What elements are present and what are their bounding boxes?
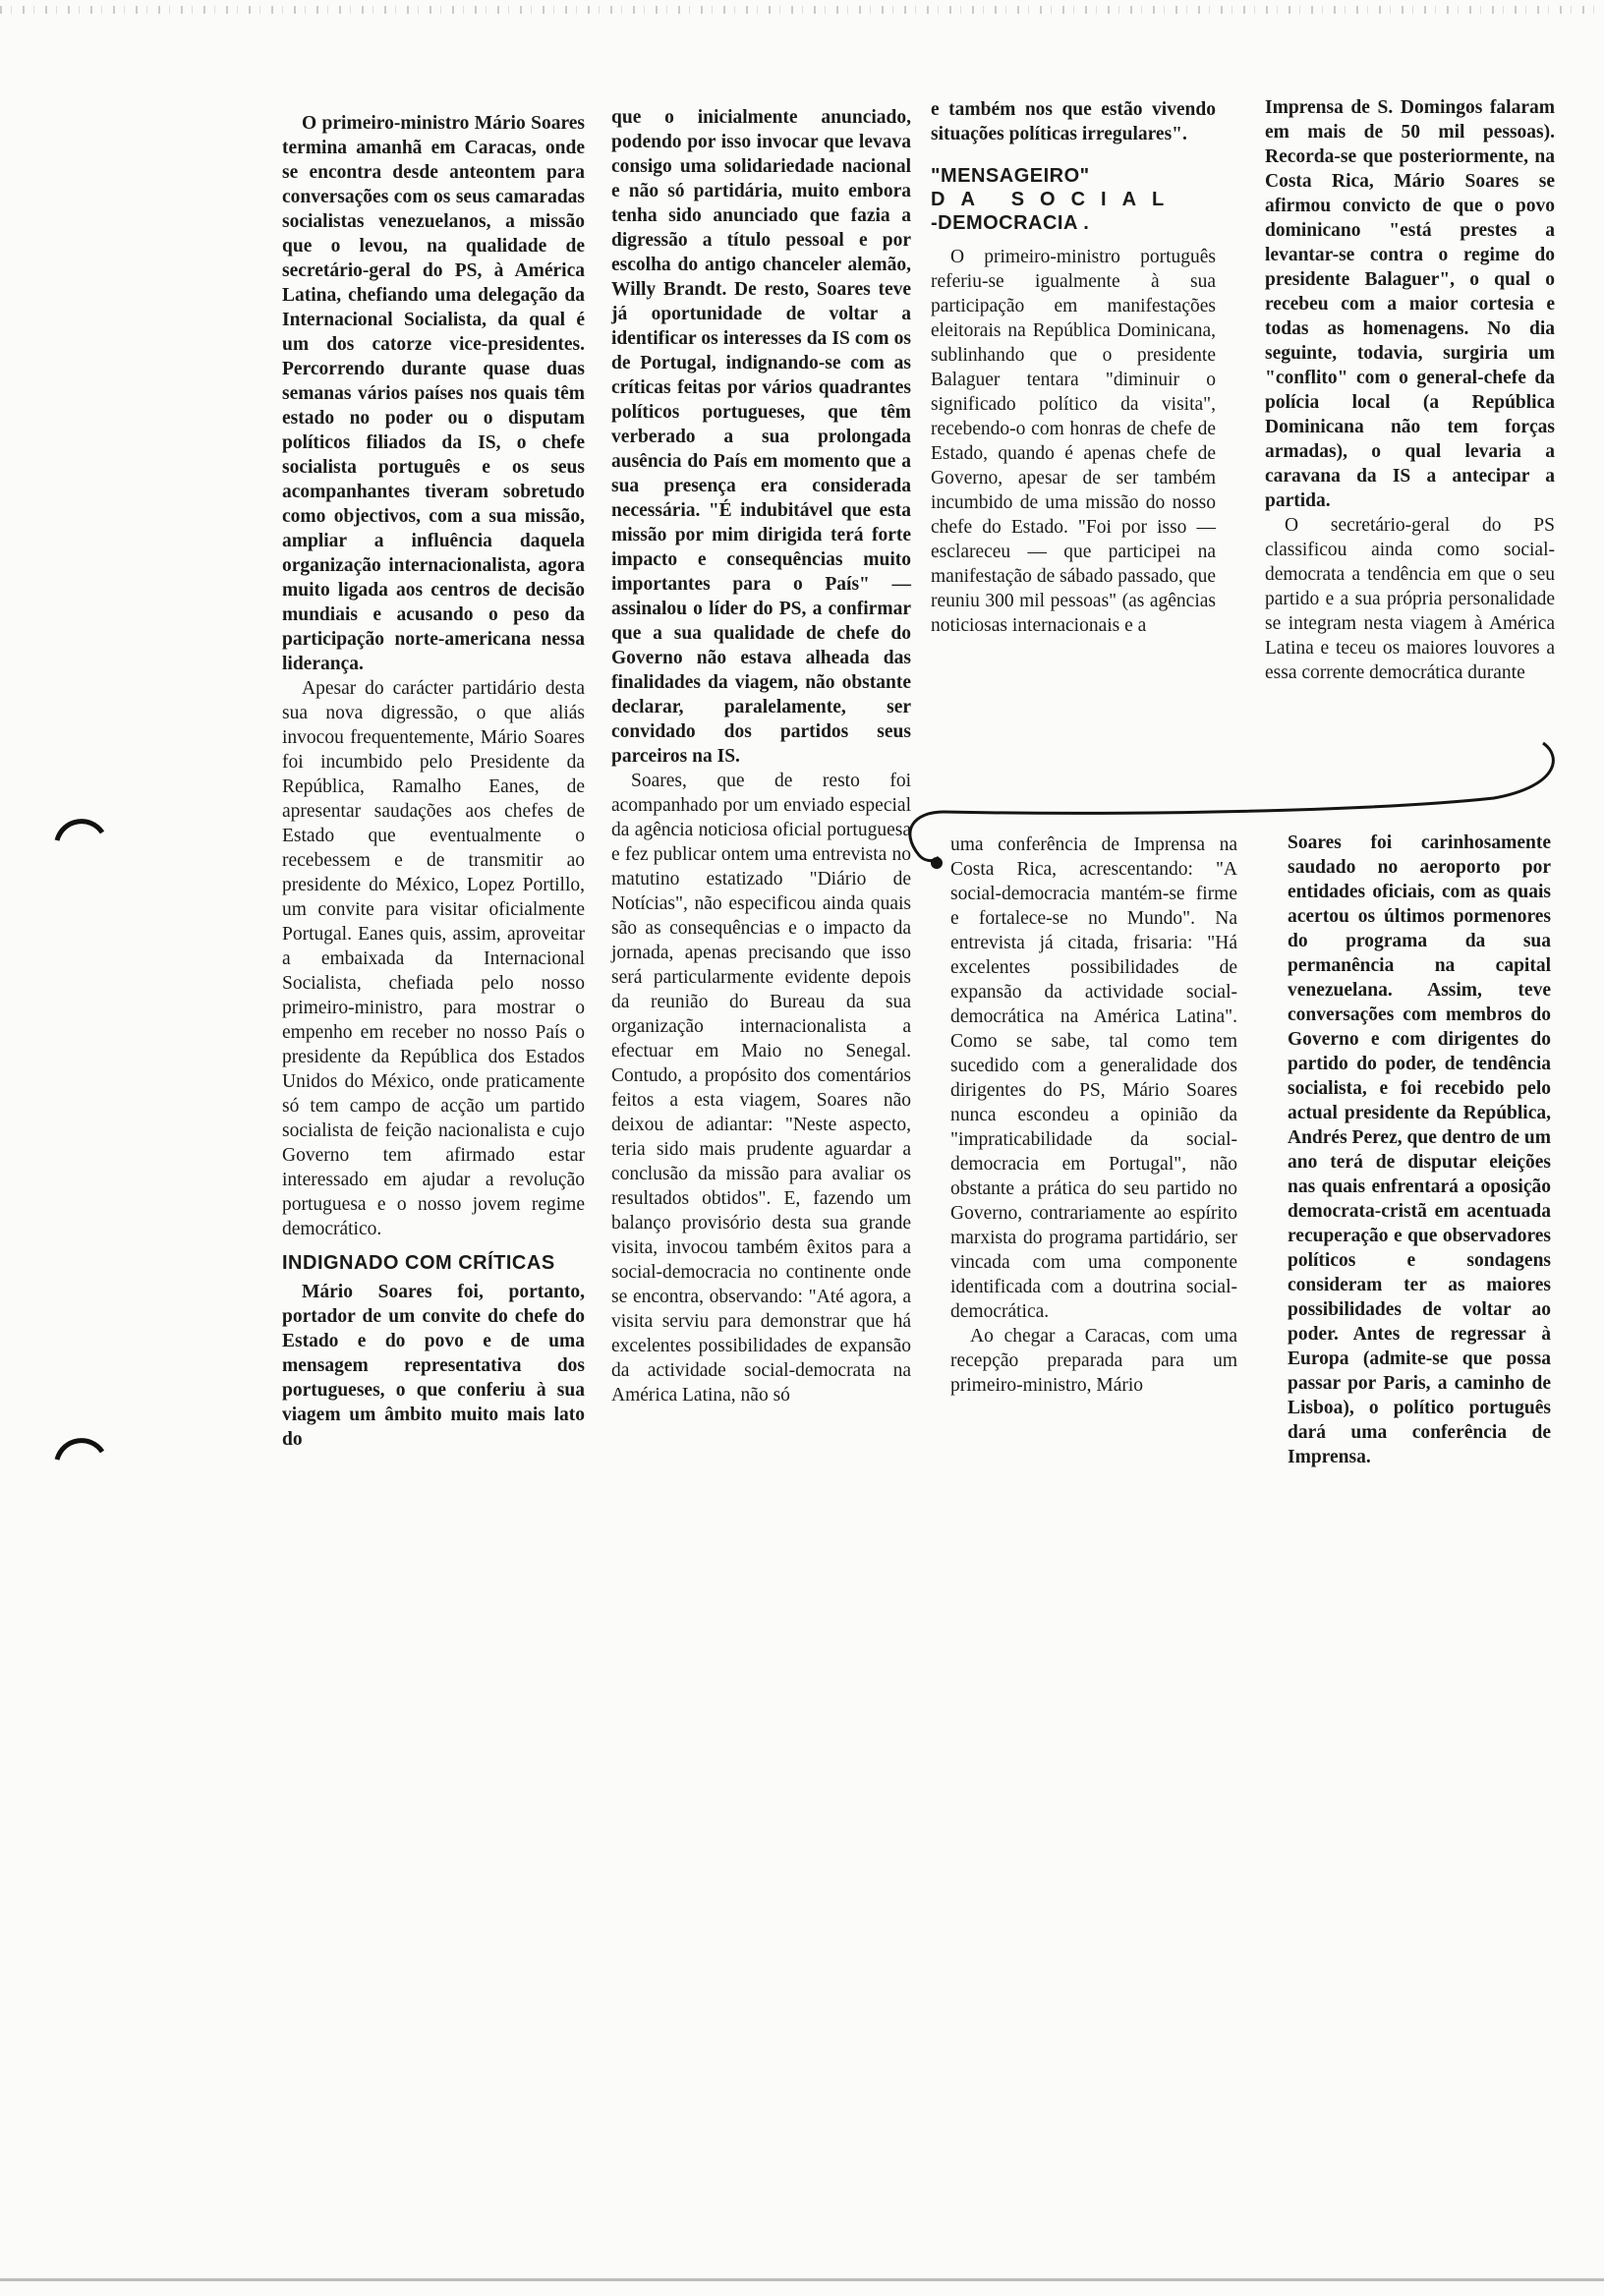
paragraph: uma conferência de Imprensa na Costa Rica, acrescentando: "A social-democracia mantém-se firme e fortalece-se no Mundo". Na entrevista já citada, frisaria: "Há excelentes possibilidades de expansão da actividade social-democrática na América Latina". Como se sabe, tal como tem sucedido com a generalidade dos dirigentes do PS, Mário Soares nunca escondeu a opinião da "impraticabilidade da social-democracia em Portugal", não obstante a prática do seu partido no Governo, contrariamente ao espírito marxista do programa partidário, ser vincada com uma componente identificada com a doutrina social-democrática. [950, 834, 1237, 1322]
paragraph: e também nos que estão vivendo situações políticas irregulares". [931, 99, 1216, 144]
section-heading: INDIGNADO COM CRÍTICAS [282, 1252, 555, 1274]
paragraph: Mário Soares foi, portanto, portador de um convite do chefe do Estado e do povo e de uma mensagem representativa dos portugueses, o que conferiu à sua viagem um âmbito muito mais lato do [282, 1282, 585, 1450]
paragraph: Apesar do carácter partidário desta sua nova digressão, o que aliás invocou frequentemente, Mário Soares foi incumbido pelo Presidente da República, Ramalho Eanes, de apresentar saudações aos chefes de Estado que eventualmente o recebessem e de transmitir ao presidente do México, Lopez Portillo, um convite para visitar oficialmente Portugal. Eanes quis, assim, aproveitar a embaixada da Internacional Socialista, chefiada pelo nosso primeiro-ministro, para mostrar o empenho em receber no nosso País o presidente da República dos Estados Unidos do México, onde praticamente só tem campo de acção um partido socialista de feição nacionalista e cujo Governo tem afirmado estar interessado em ajudar a revolução portuguesa e o nosso jovem regime democrático. [282, 678, 585, 1239]
binder-hole-mark [51, 811, 110, 850]
paragraph: O primeiro-ministro Mário Soares termina amanhã em Caracas, onde se encontra desde anteontem para conversações com os seus camaradas socialistas venezuelanos, a missão que o levou, na qualidade de secretário-geral do PS, à América Latina, chefiando uma delegação da Internacional Socialista, da qual é um dos catorze vice-presidentes. Percorrendo durante quase duas semanas vários países nos quais têm estado no poder ou o disputam políticos filiados da IS, o chefe socialista português e os seus acompanhantes tiveram sobretudo como objectivos, com a sua missão, ampliar a influência daquela organização internacionalista, agora muito ligada aos centros de decisão mundiais e acusando o peso da participação norte-americana nessa liderança. [282, 113, 585, 674]
paragraph: O primeiro-ministro português referiu-se igualmente à sua participação em manifestações eleitorais na República Dominicana, sublinhando que o presidente Balaguer tentara "diminuir o significado político da visita", recebendo-o com honras de chefe de Estado, quando é apenas chefe de Governo, apesar de ser também incumbido de uma missão do nosso chefe do Estado. "Foi por isso — esclareceu — que participei na manifestação de sábado passado, que reuniu 300 mil pessoas" (as agências noticiosas internacionais e a [931, 247, 1216, 636]
paragraph: Soares, que de resto foi acompanhado por um enviado especial da agência noticiosa oficial portuguesa e fez publicar ontem uma entrevista no matutino estatizado "Diário de Notícias", não especificou ainda quais são as consequências e o impacto da jornada, apenas precisando que isso será particularmente evidente depois da reunião do Bureau da sua organização internacionalista a efectuar em Maio no Senegal. Contudo, a propósito dos comentários feitos a esta viagem, Soares não deixou de adiantar: "Neste aspecto, teria sido mais prudente aguardar a conclusão da missão para avaliar os resultados obtidos". E, fazendo um balanço provisório desta sua grande visita, invocou também êxitos para a social-democracia no continente onde se encontra, observando: "Até agora, a visita serviu para demonstrar que há excelentes possibilidades de expansão da actividade social-democrata na América Latina, não só [611, 771, 911, 1406]
binder-hole-mark [51, 1430, 110, 1469]
heading-line: DA SOCIAL [931, 189, 1180, 210]
paragraph: O secretário-geral do PS classificou ainda como social-democrata a tendência em que o seu partido e a sua própria personalidade se integram nesta viagem à América Latina e teceu os maiores louvores a essa corrente democrática durante [1265, 515, 1555, 683]
heading-line: "MENSAGEIRO" [931, 165, 1090, 187]
scan-edge-bottom [0, 2278, 1604, 2281]
paragraph: Imprensa de S. Domingos falaram em mais de 50 mil pessoas). Recorda-se que posteriormente, na Costa Rica, Mário Soares se afirmou convicto de que o povo dominicano "está prestes a levantar-se contra o regime do presidente Balaguer", o qual o recebeu com a maior cortesia e todas as homenagens. No dia seguinte, todavia, surgiria um "conflito" com o general-chefe da polícia local (a República Dominicana não tem forças armadas), o qual levaria a caravana da IS a antecipar a partida. [1265, 97, 1555, 511]
paragraph: Soares foi carinhosamente saudado no aeroporto por entidades oficiais, com as quais acertou os últimos pormenores do programa da sua permanência na capital venezuelana. Assim, teve conversações com membros do Governo e com dirigentes do partido do poder, de tendência socialista, e foi recebido pelo actual presidente da República, Andrés Perez, que dentro de um ano terá de disputar eleições nas quais enfrentará a oposição democrata-cristã em acentuada recuperação e que observadores políticos e sondagens consideram ter as maiores possibilidades de voltar ao poder. Antes de regressar à Europa (admite-se que possa passar por Paris, a caminho de Lisboa), o político português dará uma conferência de Imprensa. [1288, 832, 1551, 1467]
heading-line: -DEMOCRACIA . [931, 212, 1090, 234]
paragraph: Ao chegar a Caracas, com uma recepção preparada para um primeiro-ministro, Mário [950, 1326, 1237, 1396]
paragraph: que o inicialmente anunciado, podendo por isso invocar que levava consigo uma solidariedade nacional e não só partidária, muito embora tenha sido anunciado que fazia a digressão a título pessoal e por escolha do antigo chanceler alemão, Willy Brandt. De resto, Soares teve já oportunidade de voltar a identificar os interesses da IS com os de Portugal, indignando-se com as críticas feitas por vários quadrantes políticos portugueses, que têm verberado a sua prolongada ausência do País em momento que a sua presença era considerada necessária. "É indubitável que esta missão por mim dirigida terá forte impacto e consequências muito importantes para o País" — assinalou o líder do PS, a confirmar que a sua qualidade de chefe do Governo não estava alheada das finalidades da viagem, não obstante declarar, paralelamente, ser convidado dos partidos seus parceiros na IS. [611, 107, 911, 767]
